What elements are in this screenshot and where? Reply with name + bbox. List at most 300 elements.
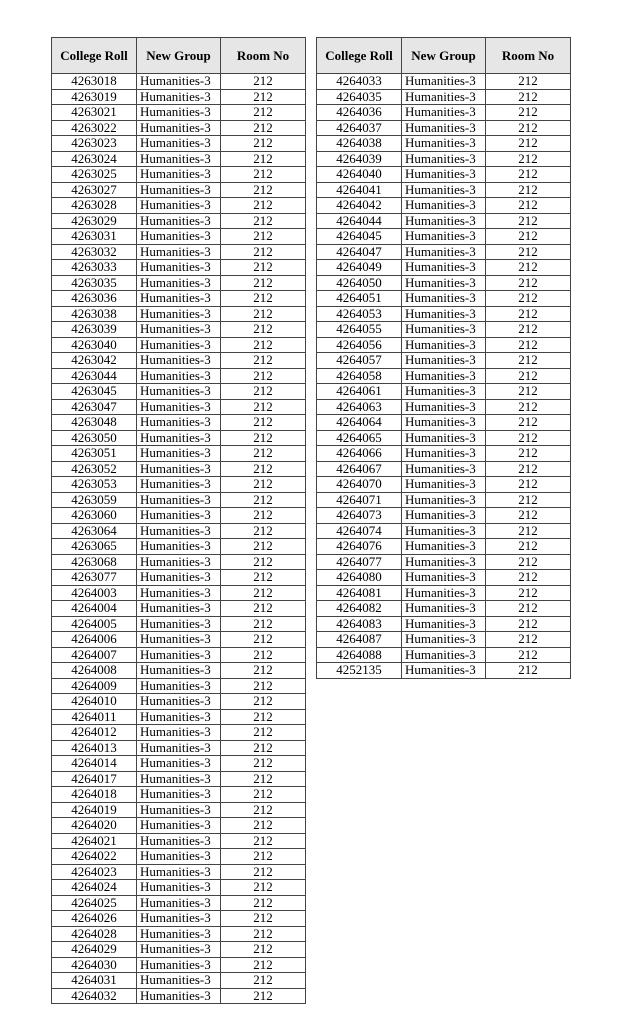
college-roll-cell: 4264035 xyxy=(317,89,402,105)
college-roll-cell: 4263021 xyxy=(52,105,137,121)
room-no-cell: 212 xyxy=(221,539,306,555)
room-no-cell: 212 xyxy=(486,322,571,338)
room-no-cell: 212 xyxy=(486,337,571,353)
new-group-cell: Humanities-3 xyxy=(137,508,221,524)
table-row xyxy=(52,632,306,648)
college-roll-cell: 4264023 xyxy=(52,864,137,880)
table-row xyxy=(52,306,306,322)
new-group-cell: Humanities-3 xyxy=(402,275,486,291)
table-row xyxy=(52,802,306,818)
room-no-cell: 212 xyxy=(221,554,306,570)
room-no-cell: 212 xyxy=(221,461,306,477)
new-group-cell: Humanities-3 xyxy=(402,260,486,276)
new-group-cell: Humanities-3 xyxy=(137,461,221,477)
table-row xyxy=(52,895,306,911)
room-no-cell: 212 xyxy=(486,663,571,679)
college-roll-cell: 4264020 xyxy=(52,818,137,834)
table-row xyxy=(52,229,306,245)
college-roll-cell: 4264074 xyxy=(317,523,402,539)
college-roll-cell: 4264004 xyxy=(52,601,137,617)
table-row xyxy=(52,198,306,214)
room-no-cell: 212 xyxy=(486,244,571,260)
college-roll-cell: 4264013 xyxy=(52,740,137,756)
college-roll-cell: 4264026 xyxy=(52,911,137,927)
new-group-cell: Humanities-3 xyxy=(137,229,221,245)
table-row xyxy=(317,539,571,555)
table-row xyxy=(52,926,306,942)
table-row xyxy=(317,182,571,198)
college-roll-cell: 4264028 xyxy=(52,926,137,942)
new-group-cell: Humanities-3 xyxy=(402,353,486,369)
room-no-cell: 212 xyxy=(486,213,571,229)
room-no-cell: 212 xyxy=(221,663,306,679)
new-group-cell: Humanities-3 xyxy=(137,678,221,694)
table-row xyxy=(52,988,306,1004)
room-no-cell: 212 xyxy=(486,291,571,307)
college-roll-cell: 4264070 xyxy=(317,477,402,493)
table-row xyxy=(52,337,306,353)
new-group-cell: Humanities-3 xyxy=(137,771,221,787)
room-no-cell: 212 xyxy=(221,926,306,942)
table-row xyxy=(52,554,306,570)
table-row xyxy=(52,957,306,973)
room-no-cell: 212 xyxy=(486,260,571,276)
table-row xyxy=(317,198,571,214)
room-no-cell: 212 xyxy=(221,198,306,214)
new-group-cell: Humanities-3 xyxy=(137,554,221,570)
new-group-cell: Humanities-3 xyxy=(137,291,221,307)
college-roll-header: College Roll xyxy=(317,38,402,74)
new-group-cell: Humanities-3 xyxy=(402,182,486,198)
room-no-cell: 212 xyxy=(486,601,571,617)
table-row xyxy=(317,213,571,229)
new-group-cell: Humanities-3 xyxy=(137,942,221,958)
room-allocation-table-right xyxy=(316,37,571,679)
room-no-cell: 212 xyxy=(486,120,571,136)
college-roll-cell: 4264036 xyxy=(317,105,402,121)
college-roll-cell: 4264010 xyxy=(52,694,137,710)
table-row xyxy=(52,136,306,152)
new-group-cell: Humanities-3 xyxy=(402,461,486,477)
college-roll-cell: 4264030 xyxy=(52,957,137,973)
table-row xyxy=(317,384,571,400)
table-row xyxy=(52,539,306,555)
college-roll-cell: 4263064 xyxy=(52,523,137,539)
college-roll-cell: 4263032 xyxy=(52,244,137,260)
table-row xyxy=(317,446,571,462)
college-roll-cell: 4263022 xyxy=(52,120,137,136)
room-no-header: Room No xyxy=(221,38,306,74)
table-row xyxy=(317,570,571,586)
new-group-cell: Humanities-3 xyxy=(137,182,221,198)
college-roll-cell: 4263059 xyxy=(52,492,137,508)
table-row xyxy=(317,291,571,307)
college-roll-cell: 4263018 xyxy=(52,74,137,90)
table-row xyxy=(52,864,306,880)
room-allocation-table-left xyxy=(51,37,306,1004)
college-roll-cell: 4263060 xyxy=(52,508,137,524)
new-group-cell: Humanities-3 xyxy=(402,120,486,136)
college-roll-cell: 4264061 xyxy=(317,384,402,400)
table-row xyxy=(317,616,571,632)
room-no-cell: 212 xyxy=(221,740,306,756)
table-row xyxy=(52,213,306,229)
college-roll-cell: 4264006 xyxy=(52,632,137,648)
table-row xyxy=(317,306,571,322)
table-row xyxy=(317,337,571,353)
college-roll-cell: 4264050 xyxy=(317,275,402,291)
new-group-cell: Humanities-3 xyxy=(402,322,486,338)
new-group-cell: Humanities-3 xyxy=(402,291,486,307)
room-no-cell: 212 xyxy=(486,570,571,586)
table-row xyxy=(52,740,306,756)
table-row xyxy=(52,322,306,338)
room-no-cell: 212 xyxy=(221,368,306,384)
college-roll-cell: 4264031 xyxy=(52,973,137,989)
room-no-cell: 212 xyxy=(486,229,571,245)
table-row xyxy=(52,477,306,493)
new-group-cell: Humanities-3 xyxy=(137,911,221,927)
room-no-cell: 212 xyxy=(221,244,306,260)
new-group-cell: Humanities-3 xyxy=(137,492,221,508)
college-roll-cell: 4264049 xyxy=(317,260,402,276)
room-no-cell: 212 xyxy=(221,291,306,307)
room-no-cell: 212 xyxy=(221,105,306,121)
college-roll-cell: 4263019 xyxy=(52,89,137,105)
new-group-cell: Humanities-3 xyxy=(137,477,221,493)
room-no-cell: 212 xyxy=(486,554,571,570)
college-roll-cell: 4264067 xyxy=(317,461,402,477)
college-roll-cell: 4263050 xyxy=(52,430,137,446)
new-group-cell: Humanities-3 xyxy=(137,632,221,648)
college-roll-cell: 4264009 xyxy=(52,678,137,694)
header-row xyxy=(52,38,306,74)
college-roll-cell: 4263035 xyxy=(52,275,137,291)
table-body xyxy=(52,74,306,1004)
college-roll-cell: 4264087 xyxy=(317,632,402,648)
college-roll-cell: 4263045 xyxy=(52,384,137,400)
new-group-cell: Humanities-3 xyxy=(137,306,221,322)
college-roll-cell: 4263048 xyxy=(52,415,137,431)
college-roll-cell: 4263047 xyxy=(52,399,137,415)
room-no-cell: 212 xyxy=(221,849,306,865)
new-group-cell: Humanities-3 xyxy=(137,120,221,136)
college-roll-cell: 4264065 xyxy=(317,430,402,446)
college-roll-cell: 4264071 xyxy=(317,492,402,508)
college-roll-cell: 4264053 xyxy=(317,306,402,322)
college-roll-cell: 4264056 xyxy=(317,337,402,353)
college-roll-cell: 4264044 xyxy=(317,213,402,229)
new-group-cell: Humanities-3 xyxy=(137,105,221,121)
table-row xyxy=(317,632,571,648)
table-row xyxy=(52,461,306,477)
room-no-cell: 212 xyxy=(486,151,571,167)
table-row xyxy=(317,244,571,260)
new-group-cell: Humanities-3 xyxy=(137,647,221,663)
table-row xyxy=(52,694,306,710)
college-roll-cell: 4263053 xyxy=(52,477,137,493)
table-row xyxy=(317,275,571,291)
table-row xyxy=(52,244,306,260)
room-no-cell: 212 xyxy=(486,647,571,663)
room-no-cell: 212 xyxy=(221,942,306,958)
room-no-cell: 212 xyxy=(221,167,306,183)
college-roll-cell: 4263039 xyxy=(52,322,137,338)
table-row xyxy=(52,771,306,787)
new-group-cell: Humanities-3 xyxy=(137,802,221,818)
table-row xyxy=(52,275,306,291)
new-group-cell: Humanities-3 xyxy=(137,709,221,725)
room-no-cell: 212 xyxy=(221,322,306,338)
room-no-cell: 212 xyxy=(221,74,306,90)
table-row xyxy=(52,353,306,369)
table-row xyxy=(52,942,306,958)
college-roll-cell: 4264024 xyxy=(52,880,137,896)
room-no-cell: 212 xyxy=(221,787,306,803)
room-no-cell: 212 xyxy=(221,818,306,834)
table-header xyxy=(52,38,306,74)
new-group-cell: Humanities-3 xyxy=(402,229,486,245)
room-no-cell: 212 xyxy=(221,151,306,167)
table-row xyxy=(317,74,571,90)
new-group-cell: Humanities-3 xyxy=(402,198,486,214)
table-row xyxy=(317,492,571,508)
room-no-cell: 212 xyxy=(486,74,571,90)
table-row xyxy=(317,229,571,245)
room-no-cell: 212 xyxy=(221,725,306,741)
room-no-cell: 212 xyxy=(221,988,306,1004)
new-group-cell: Humanities-3 xyxy=(402,244,486,260)
new-group-cell: Humanities-3 xyxy=(137,415,221,431)
new-group-cell: Humanities-3 xyxy=(402,539,486,555)
college-roll-cell: 4264058 xyxy=(317,368,402,384)
new-group-cell: Humanities-3 xyxy=(402,136,486,152)
table-row xyxy=(317,430,571,446)
table-row xyxy=(317,89,571,105)
college-roll-cell: 4264051 xyxy=(317,291,402,307)
room-no-cell: 212 xyxy=(221,399,306,415)
room-no-cell: 212 xyxy=(221,508,306,524)
room-no-cell: 212 xyxy=(221,802,306,818)
new-group-cell: Humanities-3 xyxy=(137,337,221,353)
college-roll-cell: 4264082 xyxy=(317,601,402,617)
room-no-cell: 212 xyxy=(486,182,571,198)
room-no-cell: 212 xyxy=(486,492,571,508)
college-roll-cell: 4263023 xyxy=(52,136,137,152)
table-row xyxy=(317,647,571,663)
table-row xyxy=(52,647,306,663)
room-no-cell: 212 xyxy=(221,275,306,291)
room-no-cell: 212 xyxy=(486,384,571,400)
college-roll-cell: 4263025 xyxy=(52,167,137,183)
college-roll-cell: 4263052 xyxy=(52,461,137,477)
college-roll-cell: 4264022 xyxy=(52,849,137,865)
table-row xyxy=(52,911,306,927)
table-row xyxy=(52,151,306,167)
new-group-cell: Humanities-3 xyxy=(402,647,486,663)
new-group-cell: Humanities-3 xyxy=(137,988,221,1004)
table-row xyxy=(317,353,571,369)
college-roll-cell: 4264025 xyxy=(52,895,137,911)
table-row xyxy=(317,105,571,121)
room-no-cell: 212 xyxy=(221,632,306,648)
room-no-cell: 212 xyxy=(486,167,571,183)
room-no-cell: 212 xyxy=(221,709,306,725)
new-group-cell: Humanities-3 xyxy=(137,399,221,415)
new-group-cell: Humanities-3 xyxy=(137,756,221,772)
new-group-cell: Humanities-3 xyxy=(137,849,221,865)
new-group-header: New Group xyxy=(402,38,486,74)
table-row xyxy=(317,554,571,570)
new-group-cell: Humanities-3 xyxy=(137,275,221,291)
room-no-cell: 212 xyxy=(221,306,306,322)
college-roll-cell: 4264042 xyxy=(317,198,402,214)
room-no-cell: 212 xyxy=(221,213,306,229)
new-group-cell: Humanities-3 xyxy=(402,384,486,400)
college-roll-cell: 4264007 xyxy=(52,647,137,663)
new-group-cell: Humanities-3 xyxy=(402,415,486,431)
new-group-cell: Humanities-3 xyxy=(137,322,221,338)
table-row xyxy=(52,849,306,865)
room-no-cell: 212 xyxy=(486,461,571,477)
college-roll-cell: 4264033 xyxy=(317,74,402,90)
new-group-cell: Humanities-3 xyxy=(137,446,221,462)
new-group-cell: Humanities-3 xyxy=(137,585,221,601)
room-no-cell: 212 xyxy=(221,570,306,586)
new-group-cell: Humanities-3 xyxy=(402,213,486,229)
college-roll-cell: 4264076 xyxy=(317,539,402,555)
new-group-cell: Humanities-3 xyxy=(137,430,221,446)
new-group-cell: Humanities-3 xyxy=(402,167,486,183)
header-row xyxy=(317,38,571,74)
room-no-cell: 212 xyxy=(486,585,571,601)
room-no-cell: 212 xyxy=(486,198,571,214)
table-row xyxy=(52,74,306,90)
room-no-cell: 212 xyxy=(486,105,571,121)
college-roll-cell: 4264080 xyxy=(317,570,402,586)
new-group-header: New Group xyxy=(137,38,221,74)
table-row xyxy=(52,663,306,679)
college-roll-cell: 4264047 xyxy=(317,244,402,260)
college-roll-cell: 4264063 xyxy=(317,399,402,415)
table-row xyxy=(52,182,306,198)
table-row xyxy=(317,120,571,136)
college-roll-cell: 4263040 xyxy=(52,337,137,353)
college-roll-cell: 4263031 xyxy=(52,229,137,245)
new-group-cell: Humanities-3 xyxy=(137,616,221,632)
college-roll-cell: 4252135 xyxy=(317,663,402,679)
table-row xyxy=(317,167,571,183)
table-row xyxy=(317,601,571,617)
table-row xyxy=(52,570,306,586)
new-group-cell: Humanities-3 xyxy=(137,523,221,539)
college-roll-cell: 4264039 xyxy=(317,151,402,167)
college-roll-cell: 4264057 xyxy=(317,353,402,369)
table-row xyxy=(52,508,306,524)
new-group-cell: Humanities-3 xyxy=(137,539,221,555)
room-no-cell: 212 xyxy=(486,430,571,446)
college-roll-cell: 4264081 xyxy=(317,585,402,601)
table-row xyxy=(52,585,306,601)
new-group-cell: Humanities-3 xyxy=(402,446,486,462)
room-no-cell: 212 xyxy=(221,446,306,462)
table-row xyxy=(52,167,306,183)
table-header xyxy=(317,38,571,74)
new-group-cell: Humanities-3 xyxy=(137,895,221,911)
room-no-cell: 212 xyxy=(221,353,306,369)
table-row xyxy=(52,384,306,400)
table-row xyxy=(52,120,306,136)
room-no-cell: 212 xyxy=(221,585,306,601)
room-no-cell: 212 xyxy=(486,616,571,632)
room-no-cell: 212 xyxy=(221,337,306,353)
room-no-cell: 212 xyxy=(221,136,306,152)
new-group-cell: Humanities-3 xyxy=(137,353,221,369)
room-no-cell: 212 xyxy=(221,880,306,896)
new-group-cell: Humanities-3 xyxy=(137,663,221,679)
college-roll-cell: 4264008 xyxy=(52,663,137,679)
college-roll-cell: 4264037 xyxy=(317,120,402,136)
college-roll-cell: 4264029 xyxy=(52,942,137,958)
new-group-cell: Humanities-3 xyxy=(137,260,221,276)
table-row xyxy=(317,136,571,152)
room-no-cell: 212 xyxy=(221,477,306,493)
college-roll-cell: 4264005 xyxy=(52,616,137,632)
college-roll-cell: 4264003 xyxy=(52,585,137,601)
room-no-cell: 212 xyxy=(486,89,571,105)
new-group-cell: Humanities-3 xyxy=(402,632,486,648)
room-no-cell: 212 xyxy=(486,477,571,493)
table-row xyxy=(52,725,306,741)
room-no-cell: 212 xyxy=(486,275,571,291)
college-roll-cell: 4264038 xyxy=(317,136,402,152)
new-group-cell: Humanities-3 xyxy=(137,694,221,710)
new-group-cell: Humanities-3 xyxy=(137,384,221,400)
table-row xyxy=(317,508,571,524)
college-roll-cell: 4264011 xyxy=(52,709,137,725)
new-group-cell: Humanities-3 xyxy=(402,585,486,601)
college-roll-cell: 4263028 xyxy=(52,198,137,214)
college-roll-cell: 4263024 xyxy=(52,151,137,167)
room-no-cell: 212 xyxy=(221,694,306,710)
room-no-cell: 212 xyxy=(221,492,306,508)
room-no-cell: 212 xyxy=(221,833,306,849)
table-row xyxy=(52,787,306,803)
table-row xyxy=(52,818,306,834)
college-roll-cell: 4264077 xyxy=(317,554,402,570)
new-group-cell: Humanities-3 xyxy=(402,430,486,446)
college-roll-cell: 4264055 xyxy=(317,322,402,338)
table-row xyxy=(52,430,306,446)
college-roll-cell: 4264041 xyxy=(317,182,402,198)
college-roll-cell: 4263077 xyxy=(52,570,137,586)
table-row xyxy=(52,833,306,849)
table-row xyxy=(52,601,306,617)
room-no-cell: 212 xyxy=(486,368,571,384)
room-no-cell: 212 xyxy=(221,89,306,105)
table-row xyxy=(52,616,306,632)
new-group-cell: Humanities-3 xyxy=(137,368,221,384)
new-group-cell: Humanities-3 xyxy=(402,105,486,121)
college-roll-cell: 4264032 xyxy=(52,988,137,1004)
college-roll-cell: 4264021 xyxy=(52,833,137,849)
table-row xyxy=(317,322,571,338)
new-group-cell: Humanities-3 xyxy=(402,337,486,353)
table-row xyxy=(317,585,571,601)
table-row xyxy=(317,523,571,539)
new-group-cell: Humanities-3 xyxy=(137,213,221,229)
table-row xyxy=(52,880,306,896)
